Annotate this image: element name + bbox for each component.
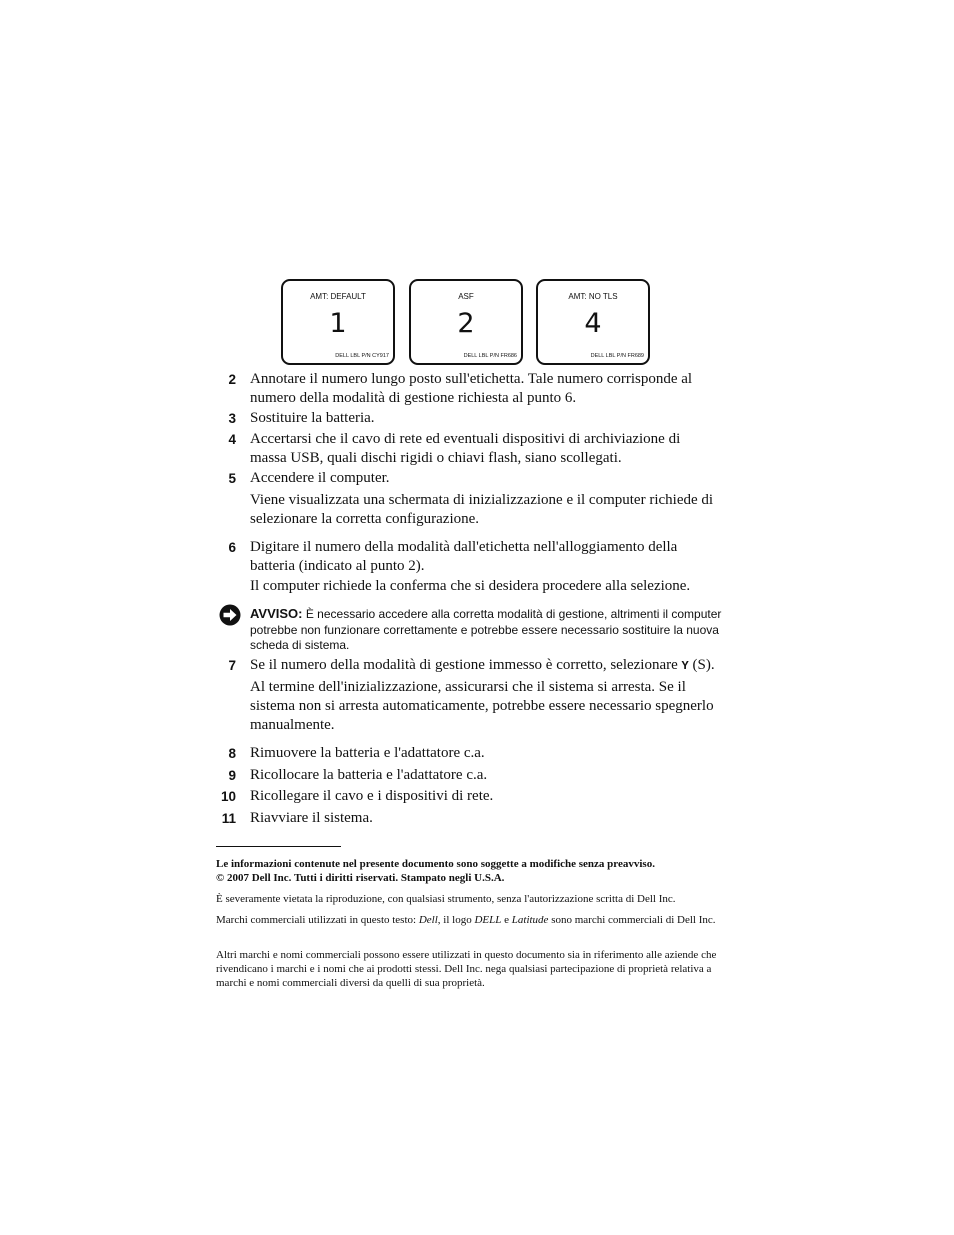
label-mode-number: 1 (329, 308, 347, 339)
tm-dell-logo: DELL (474, 914, 502, 926)
step-number: 6 (228, 540, 236, 555)
notice-text: È necessario accedere alla corretta modalità di gestione, altrimenti il computer potrebbe non funzionare correttamente e potrebbe essere necessario sostituire la nuova scheda di sistema. (250, 607, 722, 652)
label-mode-name: ASF (458, 292, 474, 301)
label-part-number: DELL LBL P/N FR686 (463, 353, 517, 359)
tm-suffix: sono marchi commerciali di Dell Inc. (548, 914, 716, 926)
step-number: 2 (228, 372, 236, 387)
footer-notice-line: Le informazioni contenute nel presente documento sono soggette a modifiche senza preavviso. (216, 858, 655, 870)
step-text: Sostituire la batteria. (250, 410, 375, 426)
step-number: 7 (228, 658, 236, 673)
step-number: 5 (228, 471, 236, 486)
step-number: 10 (220, 789, 236, 804)
step-number: 3 (228, 411, 236, 426)
footer-notice (216, 857, 721, 885)
tm-mid1: , il logo (437, 914, 475, 926)
notice-arrow-icon (219, 604, 241, 626)
step-text: Ricollocare la batteria e l'adattatore c.a. (250, 767, 488, 783)
step-text: Accendere il computer. (250, 470, 390, 486)
step-text: Annotare il numero lungo posto sull'etichetta. Tale numero corrisponde al numero della modalità di gestione richiesta al punto 6. (250, 371, 693, 406)
step-number: 9 (228, 768, 236, 783)
tm-prefix: Marchi commerciali utilizzati in questo testo: (216, 914, 419, 926)
step-text: Digitare il numero della modalità dall'etichetta nell'alloggiamento della batteria (indicato al punto 2). (250, 539, 678, 574)
step-text: Riavviare il sistema. (250, 810, 373, 826)
mode-label-card (281, 279, 395, 365)
step-text: Rimuovere la batteria e l'adattatore c.a. (250, 745, 485, 761)
tm-mid2: e (501, 914, 512, 926)
step-detail: Al termine dell'inizializzazione, assicurarsi che il sistema si arresta. Se il sistema non si arresta automaticamente, potrebbe essere necessario spegnerlo manualmente. (250, 679, 714, 733)
step-number: 8 (228, 746, 236, 761)
step-text: Accertarsi che il cavo di rete ed eventuali dispositivi di archiviazione di massa USB, quali dischi rigidi o chiavi flash, siano scollegati. (250, 431, 681, 466)
copyright-line: © 2007 Dell Inc. Tutti i diritti riservati. Stampato negli U.S.A. (216, 872, 505, 884)
key-y: Y (681, 659, 689, 673)
step-7-tail: (S). (692, 657, 715, 673)
reproduction-notice: È severamente vietata la riproduzione, con qualsiasi strumento, senza l'autorizzazione scritta di Dell Inc. (216, 893, 676, 905)
label-mode-name: AMT: DEFAULT (310, 292, 366, 301)
step-detail: Viene visualizzata una schermata di inizializzazione e il computer richiede di selezionare la corretta configurazione. (250, 492, 714, 527)
footnote-divider (216, 846, 341, 847)
step-detail: Il computer richiede la conferma che si desidera procedere alla selezione. (250, 578, 691, 594)
mode-label-card (409, 279, 523, 365)
step-text: Ricollegare il cavo e i dispositivi di rete. (250, 788, 494, 804)
step-7-text: Se il numero della modalità di gestione immesso è corretto, selezionare (250, 657, 678, 673)
notice-box (250, 606, 725, 654)
label-part-number: DELL LBL P/N CY917 (335, 353, 389, 359)
step-number: 11 (221, 811, 236, 826)
trademarks-notice (216, 913, 721, 927)
mode-labels-figure (281, 279, 653, 369)
label-mode-name: AMT: NO TLS (568, 292, 618, 301)
tm-latitude: Latitude (511, 914, 549, 926)
step-text (250, 656, 720, 676)
label-part-number: DELL LBL P/N FR689 (590, 353, 644, 359)
label-mode-number: 2 (457, 308, 475, 339)
other-trademarks-notice: Altri marchi e nomi commerciali possono essere utilizzati in questo documento sia in riferimento alle aziende che rivendicano i marchi e i nomi che ai prodotti stessi. Dell Inc. nega qualsiasi partecipazione di proprietà relativa a marchi e nomi commerciali diversi da quelli di sua proprietà. (216, 949, 717, 989)
step-number: 4 (228, 432, 236, 447)
tm-dell: Dell (418, 914, 438, 926)
notice-label: AVVISO: (250, 606, 303, 621)
mode-label-card (536, 279, 650, 365)
label-mode-number: 4 (584, 308, 602, 339)
